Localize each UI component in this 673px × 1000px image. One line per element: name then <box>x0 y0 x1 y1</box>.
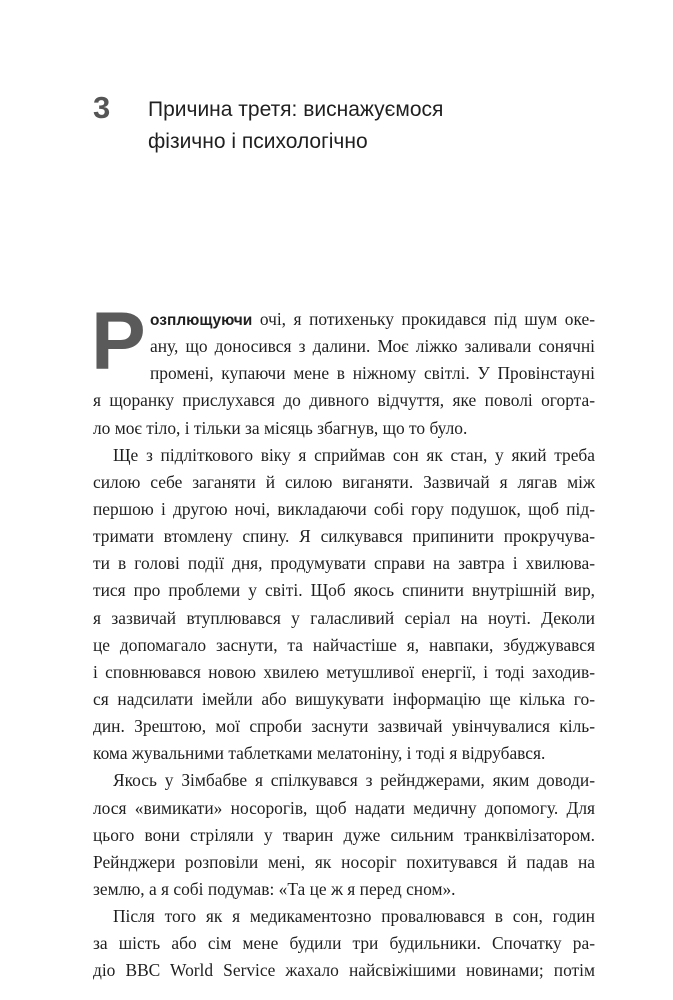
text-line: кома жувальними таблетками мелатоніну, і тоді я відрубався. <box>93 743 546 764</box>
text-line: Якось у Зімбабве я спілкувався з рейнджерами, яким доводи- <box>113 770 595 791</box>
text-line: я зазвичай втуплювався у галасливий серіал на ноуті. Деколи <box>93 607 595 628</box>
text-line: землю, а я собі подумав: «Та це ж я перед сном». <box>93 878 456 899</box>
drop-cap: Р <box>91 296 146 387</box>
chapter-title-line-2: фізично і психологічно <box>148 130 368 153</box>
text-line: Ще з підліткового віку я сприймав сон як стан, у який треба <box>113 444 595 465</box>
lead-word: озплющуючи <box>150 312 253 329</box>
chapter-number: 3 <box>93 90 111 125</box>
paragraph-1 <box>93 306 595 442</box>
text-line: це допомагало заснути, та найчастіше я, навпаки, збуджувався <box>93 634 595 655</box>
chapter-header <box>93 90 613 160</box>
text-line: силою себе заганяти й силою виганяти. Зазвичай я лягав між <box>93 471 595 492</box>
text-line: і сповнювався новою хвилею метушливої енергії, і тоді заходив- <box>93 661 595 682</box>
text-line: ти в голові події дня, продумувати справи на завтра і хвилюва- <box>93 553 595 574</box>
text-line: тися про проблеми у світі. Щоб якось спинити внутрішній вир, <box>93 580 595 601</box>
text-line: ся надсилати імейли або вишукувати інформацію ще кілька го- <box>93 688 595 709</box>
text-line: цього вони стріляли у тварин дуже сильним транквілізатором. <box>93 824 595 845</box>
text-line: ло моє тіло, і тільки за місяць збагнув, що то було. <box>93 417 468 438</box>
paragraph-3 <box>93 767 595 903</box>
text-line: першою і другою ночі, викладаючи собі гору подушок, щоб під- <box>93 498 595 519</box>
body-text <box>91 296 595 985</box>
text-line: озплющуючи очі, я потихеньку прокидався під шум оке- <box>150 309 595 329</box>
text-line: Рейнджери розповіли мені, як носоріг похитувався й падав на <box>93 851 595 872</box>
text-line: ану, що доносився з далини. Моє ліжко заливали сонячні <box>150 336 595 357</box>
text-line: діо BBC World Service жахало найсвіжішими новинами; потім <box>93 960 595 981</box>
text-line: лося «вимикати» носорогів, щоб надати медичну допомогу. Для <box>93 797 595 818</box>
text-line: дин. Зрештою, мої спроби заснути зазвичай увінчувалися кіль- <box>93 716 595 737</box>
chapter-title <box>148 94 443 158</box>
text-line: тримати втомлену спину. Я силкувався припинити прокручува- <box>93 526 595 547</box>
chapter-title-line-1: Причина третя: виснажуємося <box>148 98 444 121</box>
text-line: промені, купаючи мене в ніжному світлі. У Провінстауні <box>150 363 595 384</box>
text-line: я щоранку прислухався до дивного відчуття, яке поволі огорта- <box>93 390 595 411</box>
paragraph-4 <box>93 903 595 984</box>
text-line: Після того як я медикаментозно провалювався в сон, годин <box>113 906 595 927</box>
paragraph-2 <box>93 442 595 768</box>
text-line: за шість або сім мене будили три будильники. Спочатку ра- <box>93 933 595 954</box>
